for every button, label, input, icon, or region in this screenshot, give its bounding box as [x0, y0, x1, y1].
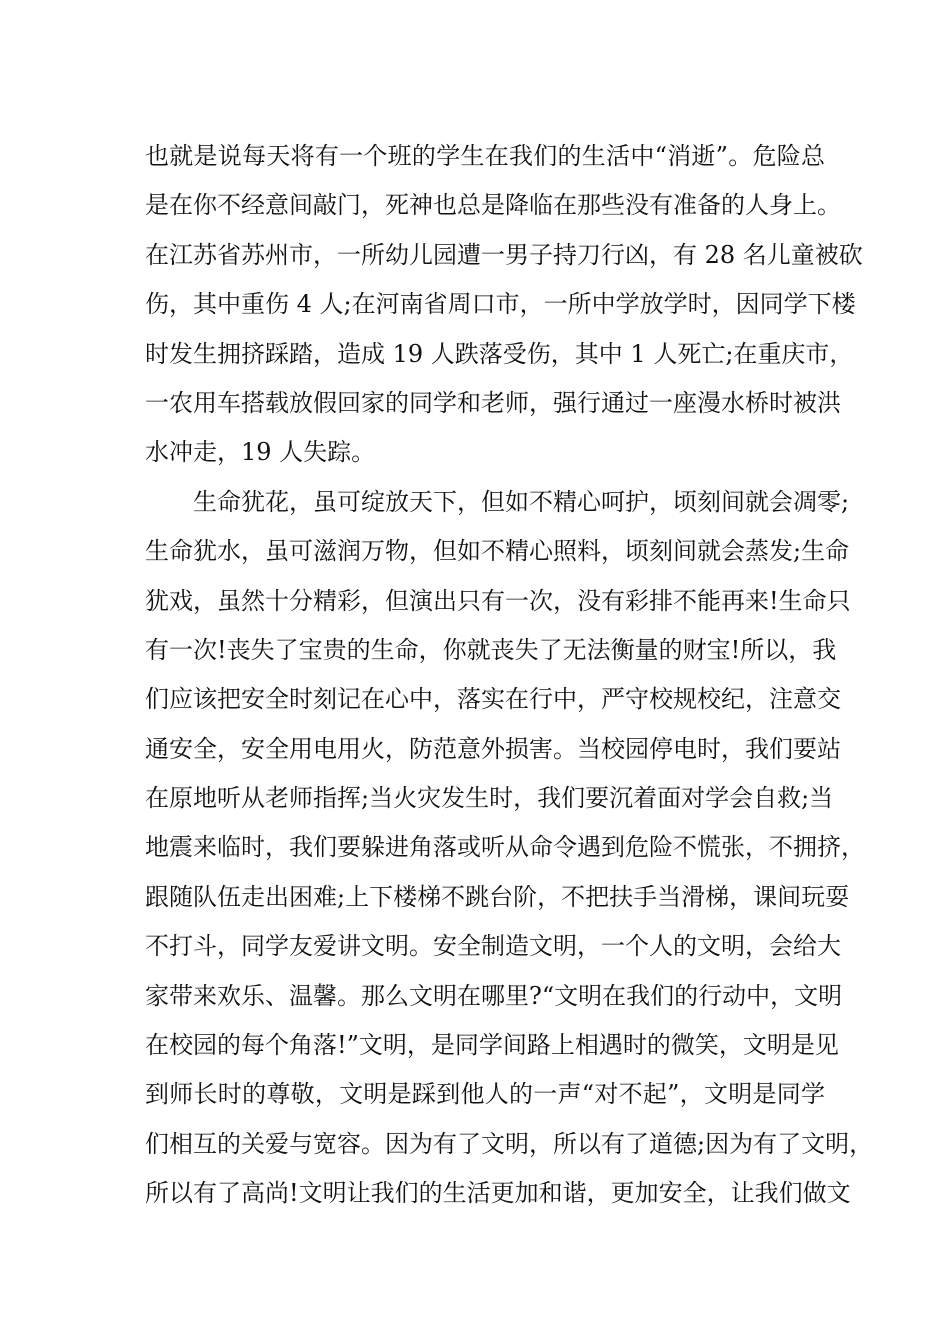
text-line: 时发生拥挤踩踏，造成 19 人跌落受伤，其中 1 人死亡;在重庆市，: [145, 339, 854, 368]
text-line: 一农用车搭载放假回家的同学和老师，强行通过一座漫水桥时被洪: [145, 388, 841, 417]
text-line: 所以有了高尚!文明让我们的生活更加和谐，更加安全，让我们做文: [145, 1179, 851, 1208]
document-body: [145, 132, 874, 1219]
text-line: 跟随队伍走出困难;上下楼梯不跳台阶，不把扶手当滑梯，课间玩耍: [145, 882, 850, 911]
text-line: 通安全，安全用电用火，防范意外损害。当校园停电时，我们要站: [145, 734, 841, 763]
text-line: 犹戏，虽然十分精彩，但演出只有一次，没有彩排不能再来!生命只: [145, 586, 851, 615]
text-line: 到师长时的尊敬，文明是踩到他人的一声“对不起”，文明是同学: [145, 1080, 825, 1109]
text-line: 生命犹水，虽可滋润万物，但如不精心照料，顷刻间就会蒸发;生命: [145, 537, 850, 566]
paragraph-2: [145, 478, 874, 1219]
text-line: 水冲走，19 人失踪。: [145, 438, 376, 467]
text-line: 在江苏省苏州市，一所幼儿园遭一男子持刀行凶，有 28 名儿童被砍: [145, 240, 863, 269]
text-line: 地震来临时，我们要躲进角落或听从命令遇到危险不慌张，不拥挤，: [145, 833, 865, 862]
text-line: 家带来欢乐、温馨。那么文明在哪里?“文明在我们的行动中，文明: [145, 981, 843, 1010]
text-line: 生命犹花，虽可绽放天下，但如不精心呵护，顷刻间就会凋零;: [193, 487, 850, 516]
text-line: 在校园的每个角落!”文明，是同学间路上相遇时的微笑，文明是见: [145, 1031, 839, 1060]
text-line: 伤，其中重伤 4 人;在河南省周口市，一所中学放学时，因同学下楼: [145, 290, 856, 319]
text-line: 有一次!丧失了宝贵的生命，你就丧失了无法衡量的财宝!所以，我: [145, 635, 837, 664]
text-line: 在原地听从老师指挥;当火灾发生时，我们要沉着面对学会自救;当: [145, 784, 834, 813]
text-line: 也就是说每天将有一个班的学生在我们的生活中“消逝”。危险总: [145, 142, 825, 170]
text-line: 不打斗，同学友爱讲文明。安全制造文明，一个人的文明，会给大: [145, 932, 841, 961]
text-line: 们应该把安全时刻记在心中，落实在行中，严守校规校纪，注意交: [145, 685, 841, 714]
paragraph-1: [145, 132, 863, 478]
text-line: 是在你不经意间敲门，死神也总是降临在那些没有准备的人身上。: [145, 191, 841, 220]
text-line: 们相互的关爱与宽容。因为有了文明，所以有了道德;因为有了文明，: [145, 1129, 874, 1158]
